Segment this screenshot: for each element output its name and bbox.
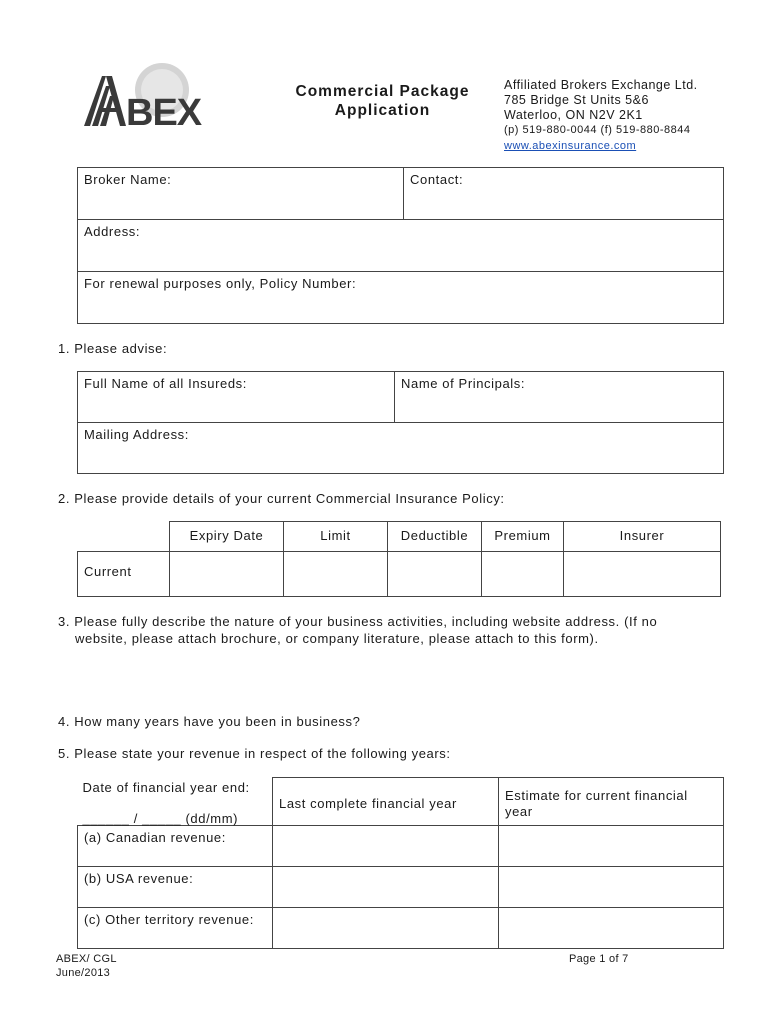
current-limit-field[interactable] bbox=[284, 552, 388, 597]
question-1: 1. Please advise: bbox=[58, 341, 168, 356]
company-phone: (p) 519-880-0044 (f) 519-880-8844 bbox=[504, 124, 691, 136]
header-expiry-date: Expiry Date bbox=[170, 522, 284, 552]
broker-table bbox=[77, 167, 724, 324]
business-description-field[interactable] bbox=[58, 652, 722, 704]
company-address-2: Waterloo, ON N2V 2K1 bbox=[504, 108, 643, 122]
header-last-year: Last complete financial year bbox=[273, 778, 499, 826]
question-3: 3. Please fully describe the nature of your business activities, including website address. (If no website, please attach brochure, or company literature, please attach to this form). bbox=[58, 614, 658, 646]
usa-estimate-field[interactable] bbox=[499, 867, 724, 908]
question-5: 5. Please state your revenue in respect of the following years: bbox=[58, 746, 451, 761]
current-insurer-field[interactable] bbox=[564, 552, 721, 597]
header-premium: Premium bbox=[482, 522, 564, 552]
mailing-address-field[interactable]: Mailing Address: bbox=[78, 423, 724, 474]
row-canadian-revenue: (a) Canadian revenue: bbox=[78, 826, 273, 867]
company-name: Affiliated Brokers Exchange Ltd. bbox=[504, 78, 698, 92]
revenue-table bbox=[77, 777, 724, 949]
policy-table-corner bbox=[78, 522, 170, 552]
usa-last-year-field[interactable] bbox=[273, 867, 499, 908]
policy-table bbox=[77, 521, 721, 597]
broker-address-field[interactable]: Address: bbox=[78, 220, 724, 272]
header-estimate: Estimate for current financial year bbox=[499, 778, 724, 826]
form-title: Commercial Package Application bbox=[295, 83, 470, 119]
contact-field[interactable]: Contact: bbox=[404, 168, 724, 220]
page-number: Page 1 of 7 bbox=[569, 953, 629, 965]
abex-logo bbox=[82, 62, 206, 132]
current-premium-field[interactable] bbox=[482, 552, 564, 597]
company-website-link[interactable]: www.abexinsurance.com bbox=[504, 140, 637, 152]
company-address-1: 785 Bridge St Units 5&6 bbox=[504, 93, 649, 107]
question-2: 2. Please provide details of your current Commercial Insurance Policy: bbox=[58, 491, 505, 506]
row-usa-revenue: (b) USA revenue: bbox=[78, 867, 273, 908]
footer-code: ABEX/ CGL June/2013 bbox=[56, 953, 117, 979]
header-insurer: Insurer bbox=[564, 522, 721, 552]
company-info bbox=[504, 78, 698, 154]
question-4: 4. How many years have you been in business? bbox=[58, 714, 361, 729]
current-deductible-field[interactable] bbox=[388, 552, 482, 597]
row-label-current: Current bbox=[78, 552, 170, 597]
date-year-end-field[interactable]: ______ / _____ (dd/mm) bbox=[82, 810, 239, 826]
canadian-estimate-field[interactable] bbox=[499, 826, 724, 867]
row-other-revenue: (c) Other territory revenue: bbox=[78, 908, 273, 949]
insureds-table bbox=[77, 371, 724, 474]
full-name-field[interactable]: Full Name of all Insureds: bbox=[78, 372, 395, 423]
svg-text:BEX: BEX bbox=[126, 92, 202, 132]
other-last-year-field[interactable] bbox=[273, 908, 499, 949]
header-limit: Limit bbox=[284, 522, 388, 552]
policy-number-field[interactable]: For renewal purposes only, Policy Number: bbox=[78, 272, 724, 324]
broker-name-field[interactable]: Broker Name: bbox=[78, 168, 404, 220]
other-estimate-field[interactable] bbox=[499, 908, 724, 949]
current-expiry-date-field[interactable] bbox=[170, 552, 284, 597]
header-deductible: Deductible bbox=[388, 522, 482, 552]
canadian-last-year-field[interactable] bbox=[273, 826, 499, 867]
date-year-end-cell: Date of financial year end: ______ / _____ (dd/mm) bbox=[78, 778, 273, 826]
principals-field[interactable]: Name of Principals: bbox=[395, 372, 724, 423]
